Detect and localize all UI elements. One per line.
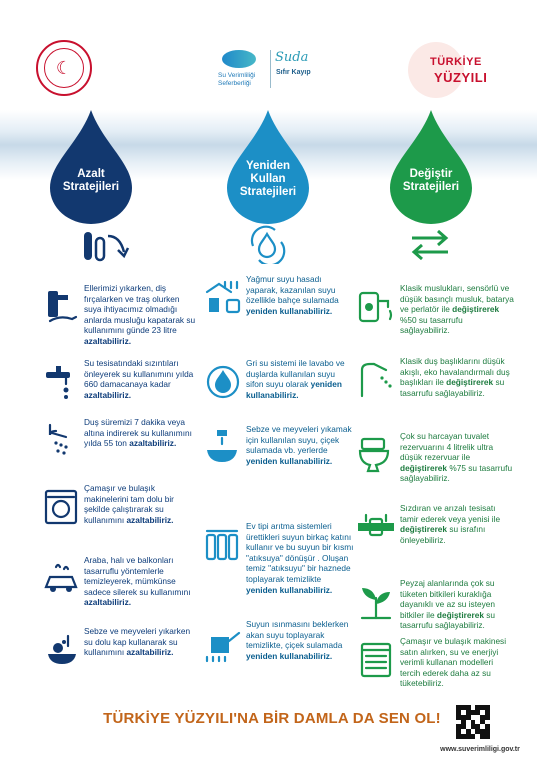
item-text-bold: azaltabiliriz.: [129, 438, 177, 449]
car-wash-icon: [42, 559, 82, 599]
drop-yeniden-line1: Yeniden: [245, 160, 291, 172]
col2-item-text: [246, 424, 354, 466]
rain-harvest-icon: [203, 278, 243, 318]
col1-item-text: [84, 417, 196, 449]
item-text-regular: Çamaşır ve bulaşık makinesi satın alırken, su ve enerjiyi verimli kullanan modelleri tercih ederek daha az su tüketebiliriz.: [400, 636, 507, 689]
logo-divider: [270, 50, 271, 88]
item-text-tail: su israfını önleyebiliriz.: [400, 524, 486, 545]
brand-sifir-kayip: Sıfır Kayıp: [276, 69, 311, 76]
item-text-bold: yeniden kullanabiliriz.: [246, 455, 333, 466]
col1-item-text: [84, 555, 196, 608]
col2-item-text: [246, 274, 354, 316]
item-text-tail: su tasarrufu sağlayabiliriz.: [400, 377, 505, 398]
item-text-tail: su tasarrufu sağlayabiliriz.: [400, 609, 496, 631]
shower-icon: [42, 421, 82, 461]
drop-azalt-line2: Stratejileri: [62, 181, 120, 193]
col1-item-text: [84, 283, 196, 347]
website-link[interactable]: www.suverimliligi.gov.tr: [440, 746, 520, 753]
col1-item-text: [84, 483, 196, 525]
drop-yeniden-line3: Stratejileri: [239, 186, 297, 198]
item-text-bold: azaltabiliriz.: [84, 597, 132, 608]
header: [0, 0, 537, 110]
recycle-drop-icon: [245, 224, 289, 264]
qr-code[interactable]: [456, 705, 490, 739]
item-text-regular: Gri su sistemi ile lavabo ve duşlarda kullanılan suyu sifon suyu olarak: [246, 358, 345, 390]
item-text-bold: azaltabiliriz.: [84, 389, 132, 400]
item-text-regular: Sızdıran ve arızalı tesisatı tamir ederek veya yenisi ile: [400, 503, 501, 524]
item-text-regular: Peyzaj alanlarında çok su tüketen bitkileri kuraklığa dayanıklı ve az su isteyen bitkiler ile: [400, 578, 496, 620]
sensor-faucet-icon: [356, 287, 396, 327]
item-text-regular: Suyun ısınmasını beklerken akan suyu toplayarak temizlikte, çiçek sulamada: [246, 619, 349, 651]
item-text-regular: Araba, halı ve balkonları tasarruflu yöntemlerle temizleyerek, mümkünse sadece silerek su kullanımını: [84, 555, 191, 597]
drop-degistir-line2: Stratejileri: [402, 181, 460, 193]
washing-machine-icon: [42, 487, 82, 527]
col3-item-text: [400, 578, 514, 631]
seedling-icon: [356, 582, 396, 622]
drop-yeniden-line2: Kullan: [250, 173, 286, 185]
col1-item-text: [84, 358, 196, 400]
item-text-regular: Ellerimizi yıkarken, diş fırçalarken ve traş olurken suya ihtiyacımız olmadığı anlarda musluğu kapatarak su kullanımını günde 23 litre: [84, 283, 196, 336]
reduce-arrow-icon: [82, 228, 130, 264]
hand-faucet-icon: [42, 287, 82, 327]
item-text-regular: Sebze ve meyveleri yıkamak için kullanılan suyu, çiçek sulamada vb. yerlerde: [246, 424, 352, 456]
eco-shower-icon: [356, 360, 396, 400]
yuzyili-text: YÜZYILI: [434, 70, 488, 85]
item-text-regular: Ev tipi arıtma sistemleri ürettikleri suyun birkaç katını kullanır ve bu suyun bir kısmı "atıksuya" dönüşür . Oluşan temiz "atıksuyu" bir haznede toplayarak temizlikte: [246, 521, 354, 584]
turkiye-yuzyili-logo: [408, 42, 512, 96]
item-text-regular: Klasik duş başlıklarını düşük akışlı, eko havalandırmalı duş başlıkları ile: [400, 356, 510, 388]
toilet-icon: [356, 435, 396, 475]
brand-suda-text: Suda: [275, 50, 309, 65]
bowl-reuse-icon: [203, 428, 243, 468]
campaign-drop-icon: [222, 50, 256, 68]
item-text-regular: Sebze ve meyveleri yıkarken su dolu kap kullanarak su kullanımını: [84, 626, 191, 658]
item-text-bold: değiştirerek: [400, 524, 448, 535]
dishwasher-icon: [356, 640, 396, 680]
item-text-regular: Su tesisatındaki sızıntıları önleyerek su kullanımını yılda 660 damacanaya kadar: [84, 358, 194, 390]
ministry-seal-logo: [36, 40, 92, 96]
col1-item-text: [84, 626, 196, 658]
col2-item-text: [246, 619, 354, 661]
item-text-bold: azaltabiliriz.: [126, 647, 174, 658]
item-text-bold: yeniden kullanabiliriz.: [246, 305, 333, 316]
drop-degistir-line1: Değiştir: [409, 168, 453, 180]
grey-water-icon: [203, 362, 243, 402]
pipe-repair-icon: [356, 507, 396, 547]
item-text-bold: azaltabiliriz.: [126, 514, 174, 525]
col2-item-text: [246, 521, 354, 595]
col3-item-text: [400, 636, 514, 689]
dripping-tap-icon: [42, 362, 82, 402]
vegetable-wash-icon: [42, 630, 82, 670]
item-text-tail: %50 su tasarrufu sağlayabiliriz.: [400, 314, 463, 336]
col3-item-text: [400, 503, 514, 545]
turkiye-text: TÜRKİYE: [430, 56, 482, 68]
watering-can-icon: [203, 623, 243, 663]
item-text-regular: Yağmur suyu hasadı yaparak, kazanılan suyu özellikle bahçe sulamada: [246, 274, 339, 306]
footer-slogan: TÜRKİYE YÜZYILI'NA BİR DAMLA DA SEN OL!: [103, 710, 441, 727]
item-text-bold: yeniden kullanabiliriz.: [246, 584, 333, 595]
item-text-regular: Çamaşır ve bulaşık makinelerini tam dolu bir şekilde çalıştırarak su kullanımını: [84, 483, 174, 525]
item-text-bold: yeniden kullanabiliriz.: [246, 650, 333, 661]
filter-system-icon: [203, 525, 243, 565]
col3-item-text: [400, 283, 514, 336]
item-text-bold: azaltabiliriz.: [84, 335, 132, 346]
col3-item-text: [400, 356, 514, 398]
drop-azalt-line1: Azalt: [77, 168, 105, 180]
campaign-name: Su Verimliliği Seferberliği: [218, 72, 256, 87]
item-text-bold: yeniden kullanabiliriz.: [246, 379, 342, 400]
item-text-regular: Klasik muslukları, sensörlü ve düşük basınçlı musluk, batarya ve perlatör ile: [400, 283, 514, 315]
item-text-bold: değiştirerek: [400, 462, 448, 473]
drop-yeniden-kullan: [225, 108, 311, 226]
swap-arrows-icon: [408, 228, 452, 260]
drop-degistir: [388, 108, 474, 226]
crescent-star-icon: ☾: [44, 48, 84, 88]
campaign-logo: [218, 44, 328, 92]
col2-item-text: [246, 358, 354, 400]
item-text-regular: Çok su harcayan tuvalet rezervuarını 4 litrelik ultra düşük rezervuar ile: [400, 431, 494, 463]
drop-azalt: [48, 108, 134, 226]
item-text-bold: değiştirerek: [452, 304, 500, 315]
item-text-bold: değiştirerek: [436, 609, 484, 620]
item-text-bold: değiştirerek: [446, 377, 494, 388]
item-text-regular: Duş süremizi 7 dakika veya altına indirerek su kullanımını yılda 55 ton: [84, 417, 192, 449]
item-text-tail: %75 su tasarrufu sağlayabiliriz.: [400, 462, 513, 484]
col3-item-text: [400, 431, 514, 484]
